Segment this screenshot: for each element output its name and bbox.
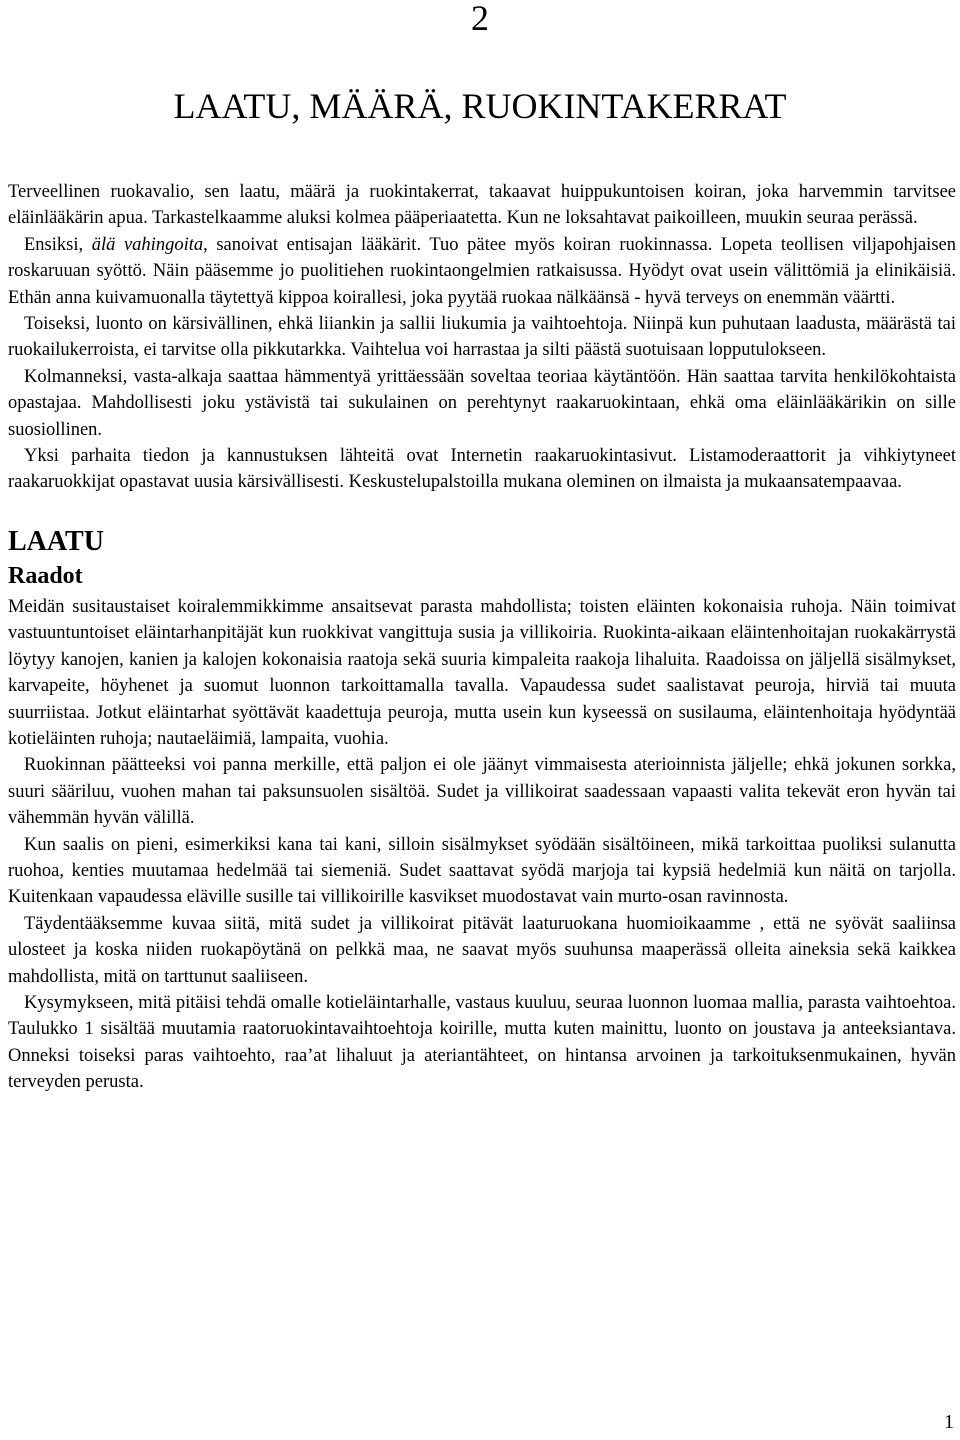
- emphasis-text: älä vahingoita: [91, 234, 204, 255]
- chapter-number: 2: [471, 0, 489, 38]
- intro-paragraph: Terveellinen ruokavalio, sen laatu, määrä ja ruokintakerrat, takaavat huippukuntoisen koiran, joka harvemmin tarvitsee eläinlääkärin apua. Tarkastelkaamme aluksi kolmea pääperiaatetta. Kun ne loksahtavat paikoilleen, muukin seuraa perässä.: [8, 182, 956, 229]
- body-paragraph: Kysymykseen, mitä pitäisi tehdä omalle kotieläintarhalle, vastaus kuuluu, seuraa luonnon luomaa mallia, parasta vaihtoehtoa. Taulukko 1 sisältää muutamia raatoruokintavaihtoehtoja koirille, mutta kuten mainittu, luonto on joustava ja anteeksiantava. Onneksi toiseksi paras vaihtoehto, raa’at lihaluut ja ateriantähteet, on hintansa arvoinen ja tarkoituksenmukainen, hyvän terveyden perusta.: [8, 992, 956, 1093]
- intro-paragraph: Kolmanneksi, vasta-alkaja saattaa hämmentyä yrittäessään soveltaa teoriaa käytäntöön. Hän saattaa tarvita henkilökohtaista opastajaa. Mahdollisesti joku ystävistä tai sukulainen on perehtynyt raakaruokintaan, ehkä oma eläinlääkärikin on sille suosiollinen.: [8, 366, 956, 440]
- intro-text: , sanoivat entisajan lääkärit. Tuo pätee myös koiran ruokinnassa. Lopeta teollisen viljapohjaisen roskaruuan syöttö. Näin pääsemme jo puolitiehen ruokintaongelmien ratkaisussa. Hyödyt ovat usein välittömiä ja elinikäisiä. Ethän anna kuivamuonalla täytettyä kippoa koirallesi, joka pyytää ruokaa nälkäänsä - hyvä terveys on enemmän väärtti.: [8, 234, 956, 308]
- intro-paragraph: [8, 232, 956, 311]
- body-paragraph: Meidän susitaustaiset koiralemmikkimme ansaitsevat parasta mahdollista; toisten eläinten kokonaisia ruhoja. Näin toimivat vastuuntuntoiset eläintarhanpitäjät kun ruokkivat vangittuja susia ja villikoiria. Ruokinta-aikaan eläintenhoitajan ruokakärrystä löytyy kanojen, kanien ja kalojen kokonaisia raatoja sekä suuria kimpaleita raakoja lihaluita. Raadoissa on jäljellä sisälmykset, karvapeite, höyhenet ja suomut luonnon tarkoittamalla tavalla. Vapaudessa sudet saalistavat peuroja, hirviä tai muuta suurriistaa. Jotkut eläintarhat syöttävät kaadettuja peuroja, mutta usein kun kyseessä on susilauma, eläintenhoitaja hyödyntää kotieläinten ruhoja; nautaeläimiä, lampaita, vuohia.: [8, 596, 956, 749]
- page-number: 1: [944, 1411, 954, 1433]
- section-subheading: Raadot: [8, 562, 83, 589]
- intro-text: Ensiksi,: [24, 234, 92, 255]
- body-paragraph: Täydentääksemme kuvaa siitä, mitä sudet ja villikoirat pitävät laaturuokana huomioikaamme , että ne syövät saaliinsa ulosteet ja koska niiden ruokapöytänä on pelkkä maa, ne saavat myös suuhunsa maaperässä olleita aineksia sekä kaikkea mahdollista, mitä on tarttunut saaliiseen.: [8, 913, 956, 987]
- document-body: [8, 179, 956, 1096]
- raadot-section: [8, 594, 956, 1096]
- intro-section: [8, 179, 956, 496]
- section-heading: LAATU: [8, 525, 104, 557]
- body-paragraph: Ruokinnan päätteeksi voi panna merkille, että paljon ei ole jäänyt vimmaisesta aterioinnista jäljelle; ehkä jokunen sorkka, suuri sääriluu, vuohen mahan tai paksunsuolen sisältöä. Sudet ja villikoirat saadessaan vapaasti valita tekevät eron hyvän tai vähemmän hyvän välillä.: [8, 755, 956, 829]
- body-paragraph: Kun saalis on pieni, esimerkiksi kana tai kani, silloin sisälmykset syödään sisältöineen, mikä tarkoittaa puoliksi sulanutta ruohoa, kenties muutamaa hedelmää tai siemeniä. Sudet saattavat syödä marjoja tai kypsiä hedelmiä kun näitä on tarjolla. Kuitenkaan vapaudessa eläville susille tai villikoirille kasvikset muodostavat vain murto-osan ravinnosta.: [8, 834, 956, 908]
- intro-paragraph: Toiseksi, luonto on kärsivällinen, ehkä liiankin ja sallii liukumia ja vaihtoehtoja. Niinpä kun puhutaan laadusta, määrästä tai ruokailukerroista, ei tarvitse olla pikkutarkka. Vaihtelua voi harrastaa ja silti päästä suotuisaan lopputulokseen.: [8, 314, 956, 361]
- intro-paragraph: Yksi parhaita tiedon ja kannustuksen lähteitä ovat Internetin raakaruokintasivut. Listamoderaattorit ja vihkiytyneet raakaruokkijat opastavat uusia kärsivällisesti. Keskustelupalstoilla mukana oleminen on ilmaista ja mukaansatempaavaa.: [8, 446, 956, 493]
- chapter-title: LAATU, MÄÄRÄ, RUOKINTAKERRAT: [173, 86, 787, 126]
